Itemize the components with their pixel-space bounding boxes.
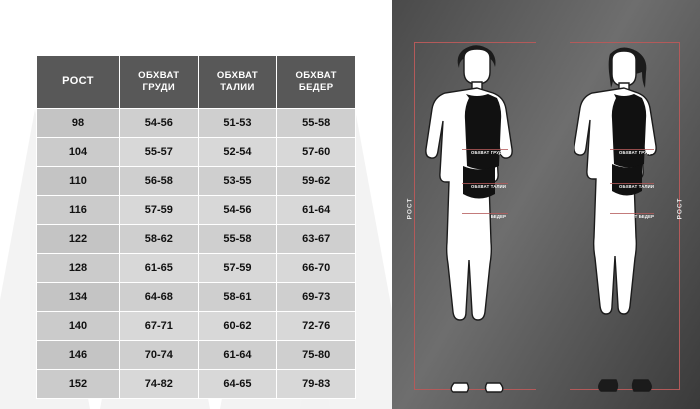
boy-bodysuit: [465, 94, 501, 170]
table-row: [37, 138, 356, 167]
cell-hips: 79-83: [277, 370, 356, 399]
table-row: [37, 370, 356, 399]
header-hips-line2: БЕДЕР: [298, 82, 334, 93]
boy-chest-label: ОБХВАТ ГРУДИ: [471, 150, 506, 155]
girl-bodysuit: [612, 94, 646, 168]
cell-waist: 60-62: [198, 312, 277, 341]
cell-hips: 55-58: [277, 109, 356, 138]
cell-waist: 52-54: [198, 138, 277, 167]
boy-waist-tick: [462, 183, 508, 184]
height-axis-label-left: РОСТ: [406, 197, 414, 220]
boy-figure: [422, 38, 532, 403]
cell-hips: 75-80: [277, 341, 356, 370]
cell-hips: 66-70: [277, 254, 356, 283]
header-waist: [198, 56, 277, 109]
table-row: [37, 312, 356, 341]
cell-chest: 58-62: [120, 225, 199, 254]
cell-height: 152: [37, 370, 120, 399]
cell-chest: 74-82: [120, 370, 199, 399]
table-body: [37, 109, 356, 399]
header-height: РОСТ: [37, 56, 120, 109]
header-chest-line1: ОБХВАТ: [138, 70, 180, 82]
girl-chest-tick: [610, 149, 654, 150]
cell-waist: 51-53: [198, 109, 277, 138]
cell-hips: 61-64: [277, 196, 356, 225]
cell-chest: 64-68: [120, 283, 199, 312]
cell-waist: 53-55: [198, 167, 277, 196]
cell-waist: 61-64: [198, 341, 277, 370]
table-row: [37, 254, 356, 283]
cell-waist: 55-58: [198, 225, 277, 254]
cell-height: 98: [37, 109, 120, 138]
table-row: [37, 341, 356, 370]
header-waist-line2: ТАЛИИ: [220, 82, 255, 93]
cell-chest: 54-56: [120, 109, 199, 138]
girl-waist-tick: [610, 183, 654, 184]
boy-waist-label: ОБХВАТ ТАЛИИ: [471, 184, 507, 189]
cell-chest: 70-74: [120, 341, 199, 370]
boy-hips-tick: [462, 213, 508, 214]
girl-figure: [574, 38, 678, 403]
cell-waist: 54-56: [198, 196, 277, 225]
header-chest: [120, 56, 199, 109]
cell-hips: 57-60: [277, 138, 356, 167]
cell-height: 146: [37, 341, 120, 370]
cell-waist: 64-65: [198, 370, 277, 399]
cell-chest: 55-57: [120, 138, 199, 167]
height-axis-label-right: РОСТ: [676, 197, 684, 220]
cell-hips: 69-73: [277, 283, 356, 312]
header-hips: [277, 56, 356, 109]
girl-waist-label: ОБХВАТ ТАЛИИ: [619, 184, 655, 189]
boy-hips-label: ОБХВАТ БЕДЕР: [471, 214, 507, 219]
cell-height: 104: [37, 138, 120, 167]
table-row: [37, 109, 356, 138]
cell-waist: 58-61: [198, 283, 277, 312]
cell-height: 110: [37, 167, 120, 196]
cell-height: 122: [37, 225, 120, 254]
table-row: [37, 225, 356, 254]
cell-height: 128: [37, 254, 120, 283]
cell-height: 134: [37, 283, 120, 312]
girl-chest-label: ОБХВАТ ГРУДИ: [619, 150, 654, 155]
header-waist-line1: ОБХВАТ: [216, 70, 259, 82]
size-table: [36, 55, 356, 399]
girl-hips-label: ОБХВАТ БЕДЕР: [619, 214, 655, 219]
table-header-row: [37, 56, 356, 109]
cell-hips: 59-62: [277, 167, 356, 196]
girl-hips-tick: [610, 213, 654, 214]
table-row: [37, 167, 356, 196]
cell-chest: 67-71: [120, 312, 199, 341]
cell-height: 116: [37, 196, 120, 225]
cell-waist: 57-59: [198, 254, 277, 283]
table-row: [37, 283, 356, 312]
cell-chest: 56-58: [120, 167, 199, 196]
figures-pane: [392, 0, 700, 409]
table-row: [37, 196, 356, 225]
header-chest-line2: ГРУДИ: [142, 82, 176, 93]
boy-chest-tick: [462, 149, 508, 150]
cell-hips: 63-67: [277, 225, 356, 254]
cell-hips: 72-76: [277, 312, 356, 341]
cell-chest: 57-59: [120, 196, 199, 225]
cell-height: 140: [37, 312, 120, 341]
cell-chest: 61-65: [120, 254, 199, 283]
header-hips-line1: ОБХВАТ: [295, 70, 337, 82]
